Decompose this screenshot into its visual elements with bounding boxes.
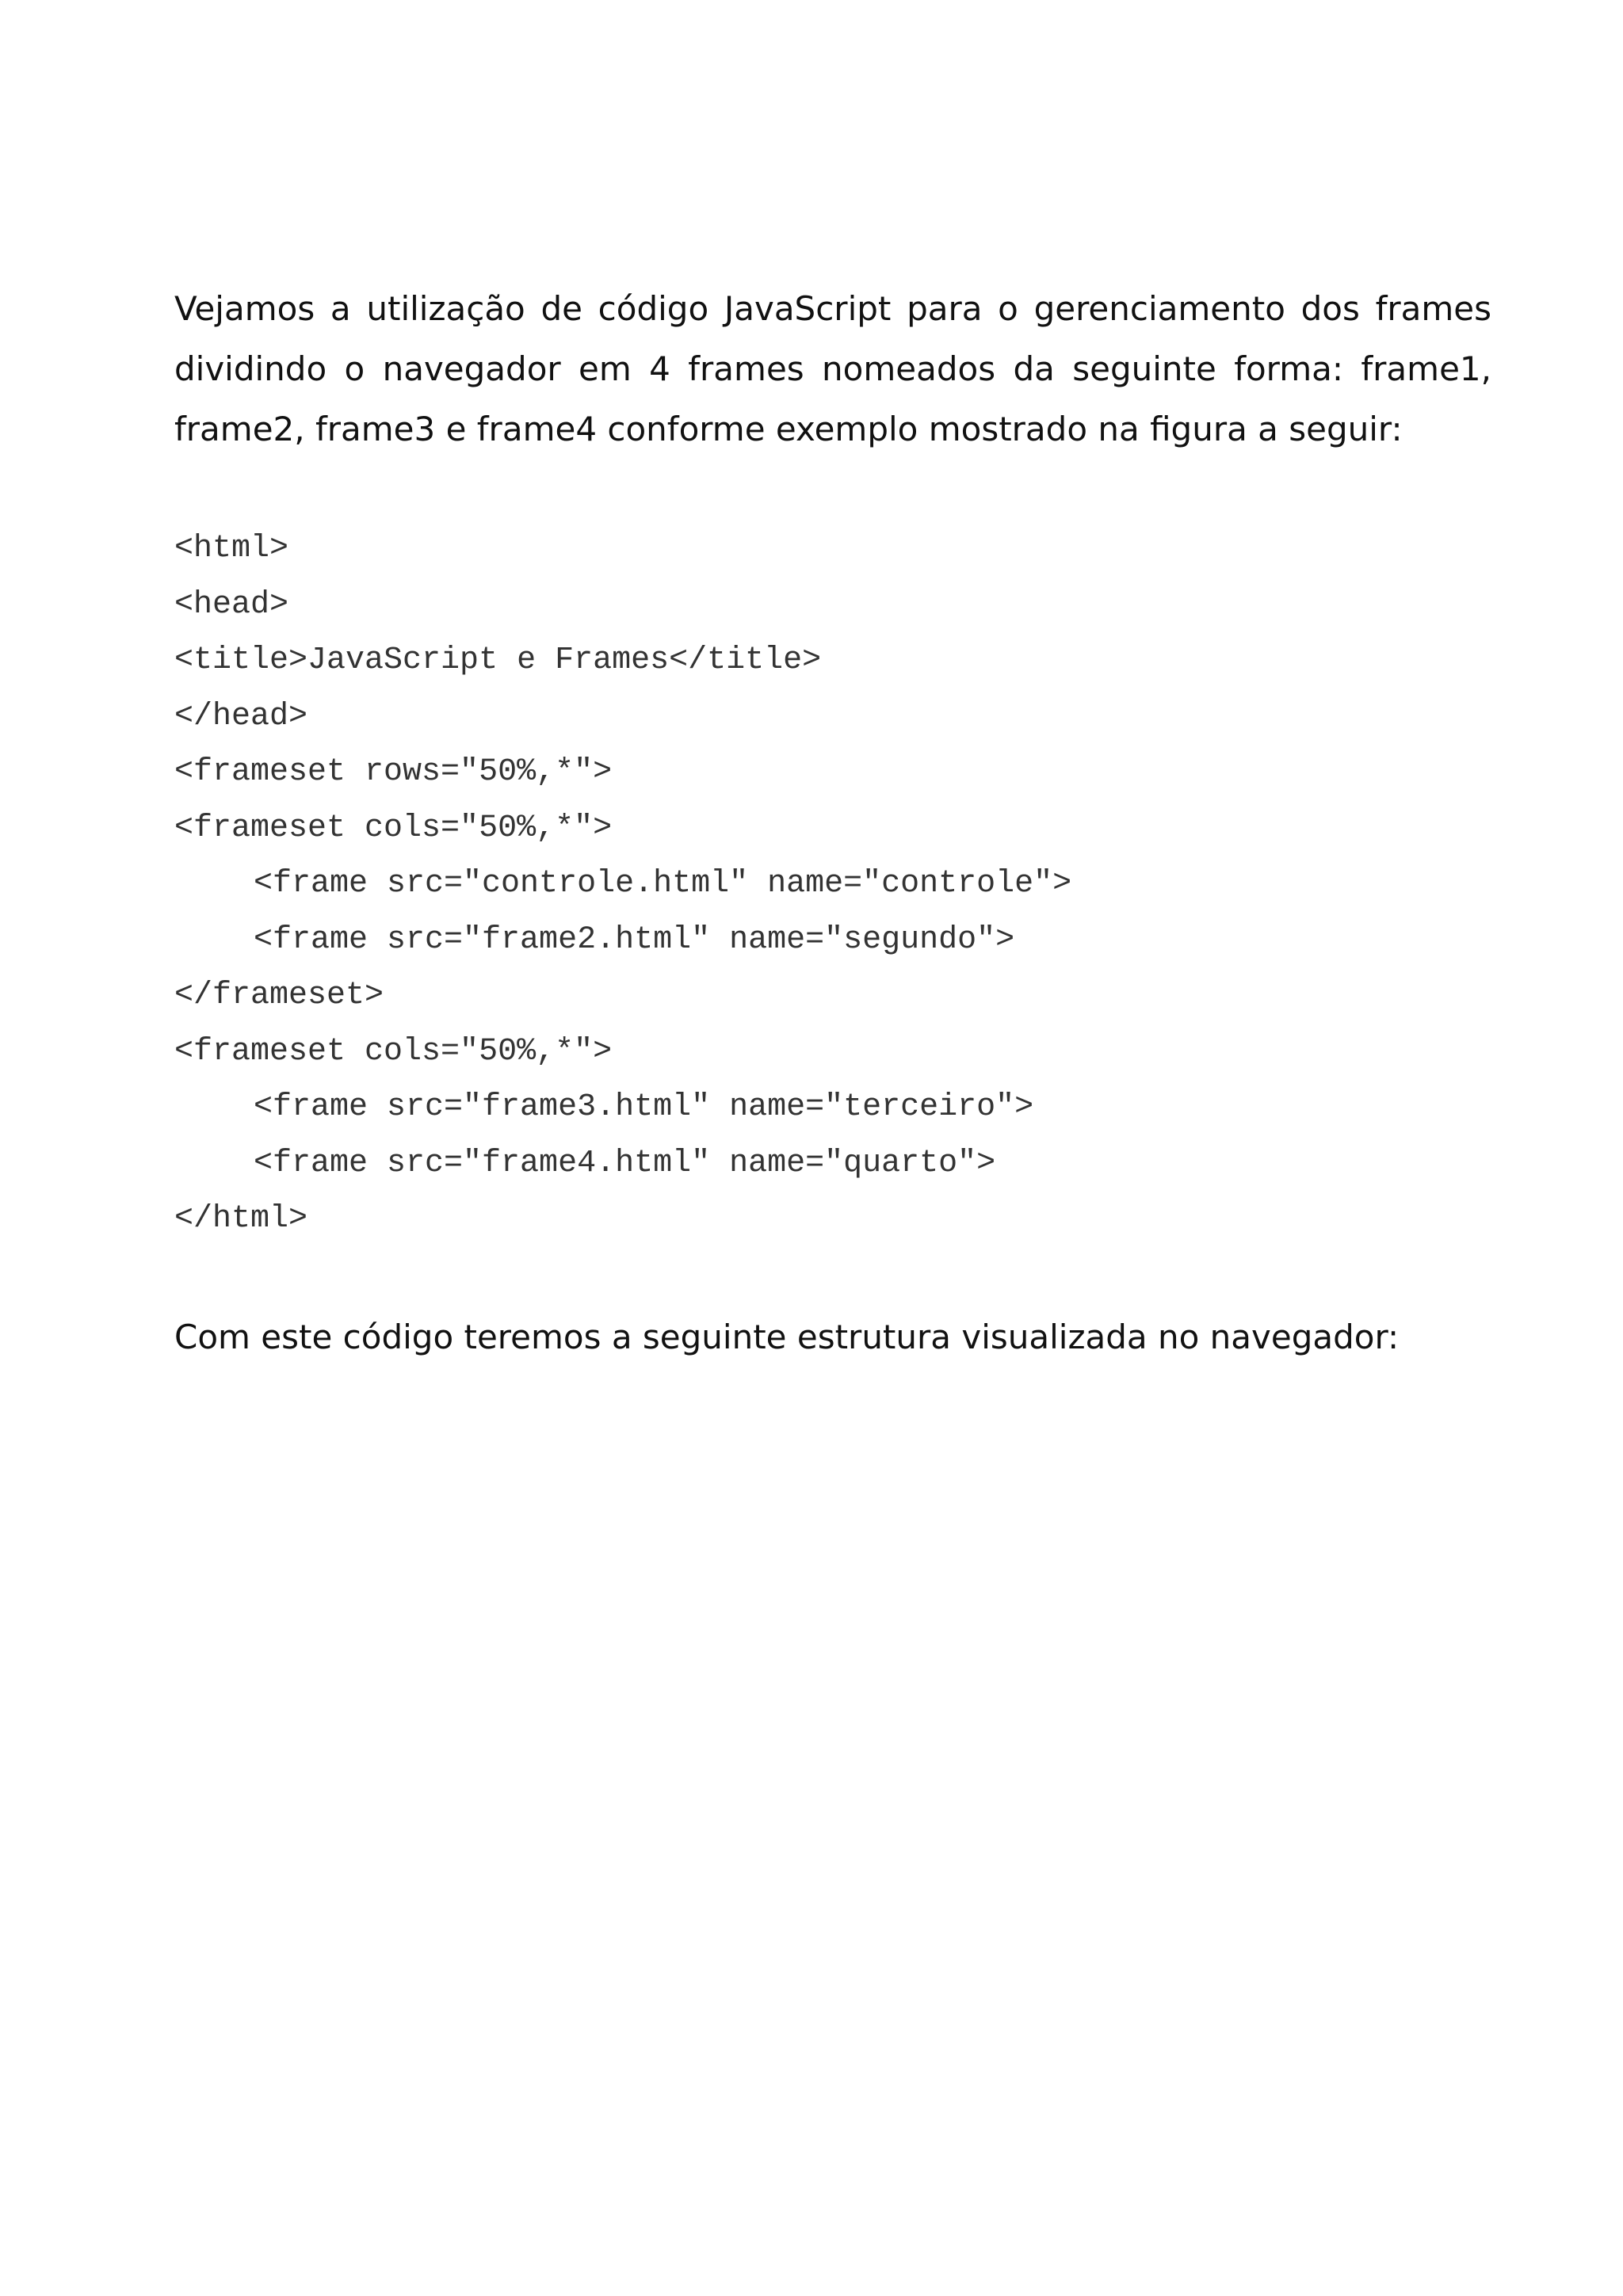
code-line: </frameset> [174, 978, 384, 1013]
intro-paragraph: Vejamos a utilização de código JavaScript para o gerenciamento dos frames dividindo o navegador em 4 frames nomeados da seguinte forma: frame1, frame2, frame3 e frame4 conforme exemplo mostrado na figura a seguir: [174, 289, 1491, 448]
closing-paragraph: Com este código teremos a seguinte estrutura visualizada no navegador: [174, 1318, 1400, 1356]
code-line: </html> [174, 1201, 308, 1237]
code-line: <frameset rows="50%,*"> [174, 754, 613, 790]
code-line: <frame src="frame3.html" name="terceiro"> [254, 1089, 1034, 1125]
code-line: <title>JavaScript e Frames</title> [174, 643, 822, 678]
code-line: <html> [174, 531, 289, 566]
code-line: <frame src="frame4.html" name="quarto"> [254, 1145, 996, 1181]
code-line: <frame src="controle.html" name="controle"> [254, 866, 1072, 902]
code-line: <head> [174, 586, 289, 623]
code-line: <frameset cols="50%,*"> [174, 1033, 613, 1070]
code-line: <frame src="frame2.html" name="segundo"> [254, 921, 1015, 958]
code-listing [174, 521, 1491, 1248]
code-line: <frameset cols="50%,*"> [174, 810, 613, 846]
code-line: </head> [174, 698, 308, 734]
